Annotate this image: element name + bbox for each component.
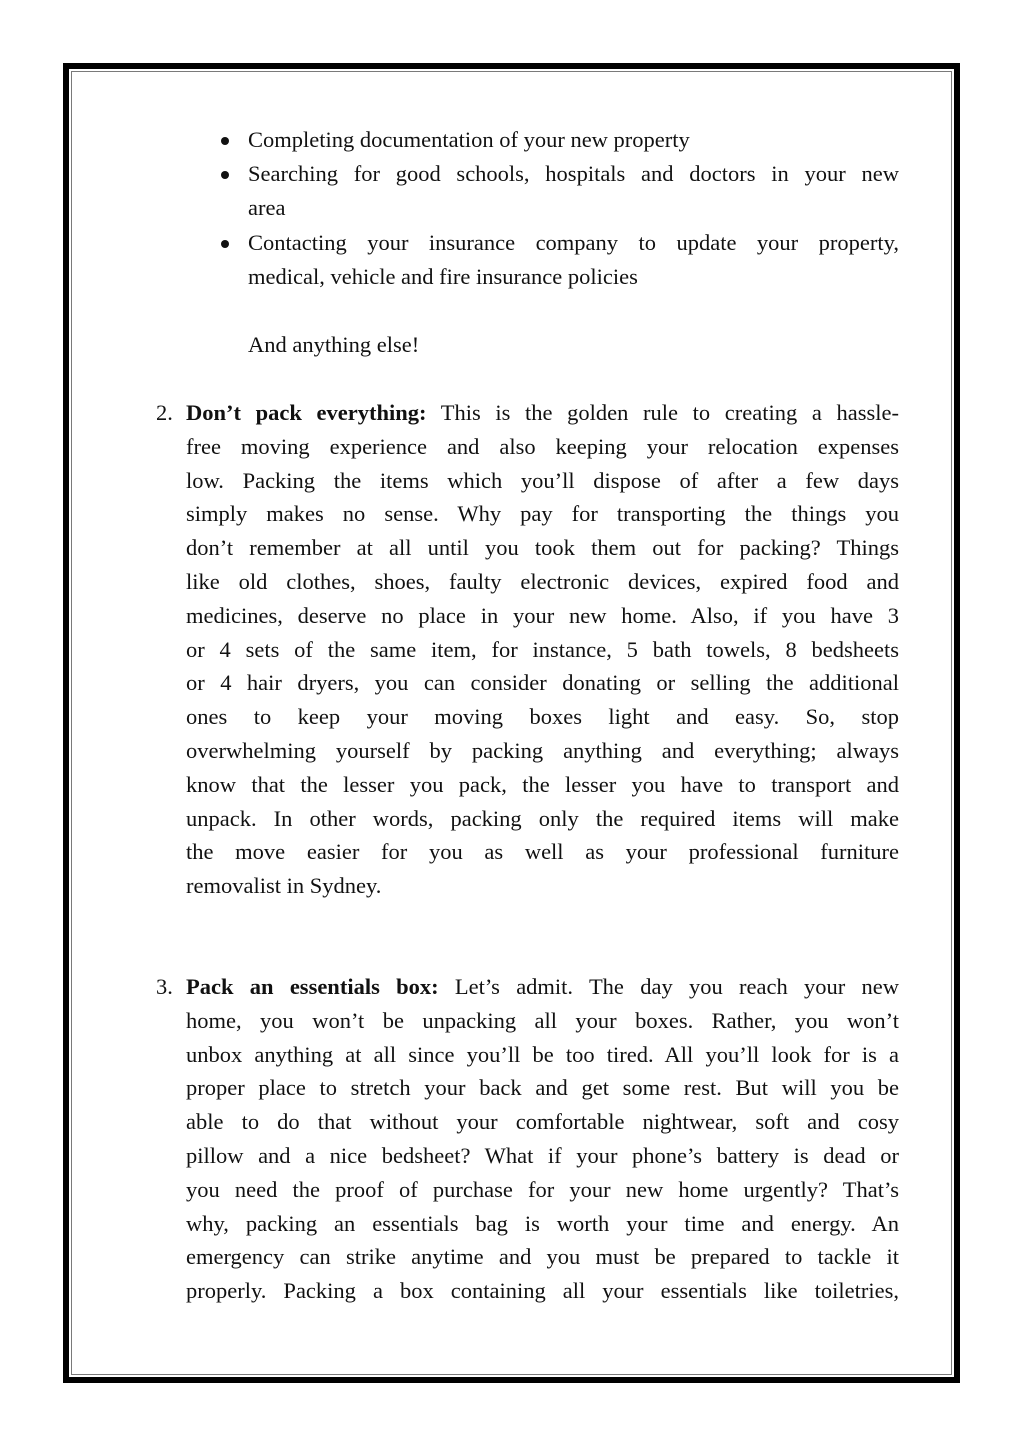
paragraph-line: properly. Packing a box containing all your essentials like toiletries, (186, 1278, 899, 1304)
bullet-icon (221, 240, 229, 248)
bullet-icon (221, 171, 229, 179)
bullet-item-text: Searching for good schools, hospitals and doctors in your new (248, 161, 899, 186)
paragraph-line: simply makes no sense. Why pay for transporting the things you (186, 501, 899, 527)
closing-note: And anything else! (248, 332, 420, 357)
paragraph-line: ones to keep your moving boxes light and easy. So, stop (186, 704, 899, 730)
paragraph-line: pillow and a nice bedsheet? What if your phone’s battery is dead or (186, 1143, 899, 1168)
list-item-first-line (186, 396, 899, 430)
paragraph-line: emergency can strike anytime and you must be prepared to tackle it (186, 1244, 899, 1270)
paragraph-line: unbox anything at all since you’ll be too tired. All you’ll look for is a (186, 1041, 899, 1067)
bullet-item-text: Completing documentation of your new property (248, 127, 690, 152)
paragraph-line: or 4 sets of the same item, for instance, 5 bath towels, 8 bedsheets (186, 636, 899, 662)
item-heading: Pack an essentials box: (186, 974, 439, 999)
paragraph-line: why, packing an essentials bag is worth your time and energy. An (186, 1210, 899, 1236)
paragraph-line: proper place to stretch your back and get some rest. But will you be (186, 1075, 899, 1101)
paragraph-line: home, you won’t be unpacking all your boxes. Rather, you won’t (186, 1007, 899, 1033)
list-item-first-line (186, 970, 899, 1004)
paragraph-line: or 4 hair dryers, you can consider donating or selling the additional (186, 670, 899, 696)
bullet-icon (221, 137, 229, 145)
paragraph-line: the move easier for you as well as your professional furniture (186, 839, 899, 865)
bullet-item-text: area (248, 195, 286, 220)
paragraph-line: removalist in Sydney. (186, 873, 382, 899)
paragraph-line: unpack. In other words, packing only the required items will make (186, 805, 899, 831)
bullet-item-text: medical, vehicle and fire insurance policies (248, 264, 638, 289)
paragraph-line: know that the lesser you pack, the lesser you have to transport and (186, 771, 899, 797)
paragraph-line: overwhelming yourself by packing anything and everything; always (186, 738, 899, 763)
item-text: Let’s admit. The day you reach your new (454, 974, 899, 999)
list-number: 2. (156, 400, 173, 425)
item-heading: Don’t pack everything: (186, 400, 427, 425)
paragraph-line: don’t remember at all until you took them out for packing? Things (186, 535, 899, 561)
bullet-item-text: Contacting your insurance company to update your property, (248, 230, 899, 255)
list-number: 3. (156, 974, 173, 999)
paragraph-line: able to do that without your comfortable nightwear, soft and cosy (186, 1109, 899, 1135)
paragraph-line: you need the proof of purchase for your new home urgently? That’s (186, 1176, 899, 1202)
paragraph-line: free moving experience and also keeping your relocation expenses (186, 433, 899, 459)
paragraph-line: low. Packing the items which you’ll dispose of after a few days (186, 467, 899, 493)
item-text: This is the golden rule to creating a hassle- (440, 400, 899, 425)
paragraph-line: like old clothes, shoes, faulty electronic devices, expired food and (186, 569, 899, 594)
paragraph-line: medicines, deserve no place in your new home. Also, if you have 3 (186, 602, 899, 628)
